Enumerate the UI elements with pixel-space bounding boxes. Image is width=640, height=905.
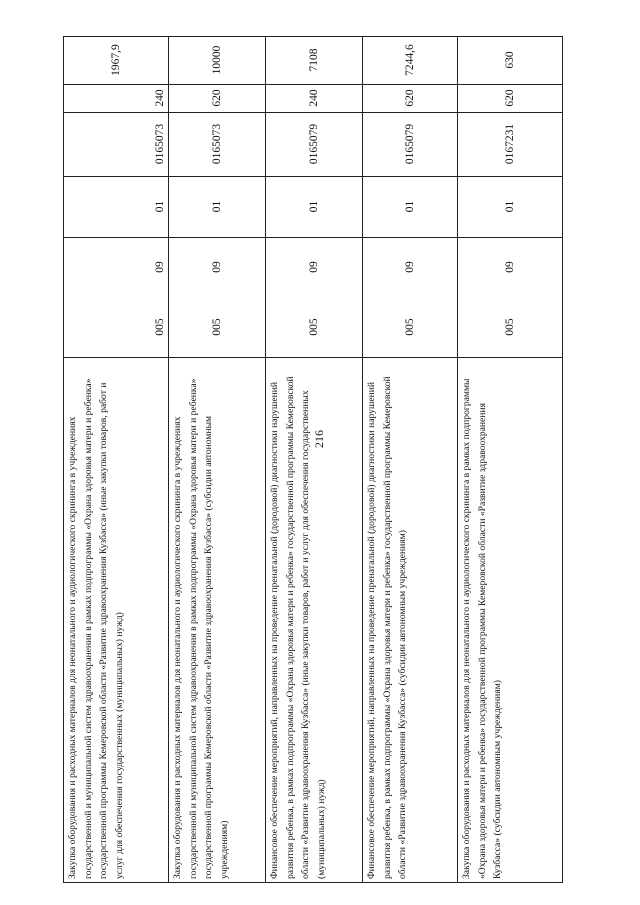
amount-value: 10000 [210,45,223,75]
subsection-code: 01 [504,200,516,213]
subsection-code: 01 [403,200,416,213]
expense-type-code: 240 [307,89,320,107]
ministry-code: 005 [154,318,166,336]
ministry-code: 005 [307,318,320,336]
target-article-code: 0167231 [504,123,516,165]
target-article-code: 0165073 [210,123,223,165]
ministry-code: 005 [504,318,516,336]
ministry-code: 005 [403,318,416,336]
expense-type-code: 620 [504,89,516,107]
expense-type-code: 620 [403,89,416,107]
ministry-code: 005 [210,318,223,336]
row-description: Закупка оборудования и расходных материалов для неонатального и аудиологического скрининга в учреждениях государственной и муниципальной систем здравоохранения в рамках подпрограммы «Охрана здоровья матери и ребенка» государственной программы Кемеровской области «Развитие здравоохранения Кузбасса» (иные закупки товаров, работ и услуг для обеспечения государственных (муниципальных) нужд) [67,378,125,879]
section-code: 09 [504,261,516,273]
page-number: 216 [312,430,326,448]
row-description: Финансовое обеспечение мероприятий, направленных на проведение пренатальной (дородовой) диагностики нарушений развития ребенка, в рамках подпрограммы «Охрана здоровья матери и ребенка» государственной программы Кемеровской области «Развитие здравоохранения Кузбасса» (иные закупки товаров, работ и услуг для обеспечения государственных (муниципальных) нужд) [269,376,327,879]
section-code: 09 [210,261,223,273]
target-article-code: 0165079 [307,123,320,165]
amount-value: 1967,9 [109,44,122,76]
row-description: Закупка оборудования и расходных материалов для неонатального и аудиологического скрининга в учреждениях государственной и муниципальной систем здравоохранения в рамках подпрограммы «Охрана здоровья матери и ребенка» государственной программы Кемеровской области «Развитие здравоохранения Кузбасса» (субсидии автономным учреждениям) [172,378,230,879]
row-description: Финансовое обеспечение мероприятий, направленных на проведение пренатальной (дородовой) диагностики нарушений развития ребенка, в рамках подпрограммы «Охрана здоровья матери и ребенка» государственной программы Кемеровской области «Развитие здравоохранения Кузбасса» (субсидии автономным учреждениям) [366,376,409,879]
subsection-code: 01 [307,200,320,213]
target-article-code: 0165079 [403,123,416,165]
section-code: 09 [307,261,320,273]
row-description: Закупка оборудования и расходных материалов для неонатального и аудиологического скрининга в рамках подпрограммы «Охрана здоровья матери и ребенка» государственной программы Кемеровской области «Развитие здравоохранения Кузбасса» (субсидии автономным учреждениям) [461,378,504,879]
section-code: 09 [403,261,416,273]
subsection-code: 01 [210,200,223,213]
amount-value: 630 [504,51,516,69]
subsection-code: 01 [154,200,166,213]
section-code: 09 [154,261,166,273]
amount-value: 7244,6 [403,44,416,76]
expense-type-code: 240 [154,89,166,107]
target-article-code: 0165073 [154,123,166,165]
expense-type-code: 620 [210,89,223,107]
amount-value: 7108 [307,48,320,72]
